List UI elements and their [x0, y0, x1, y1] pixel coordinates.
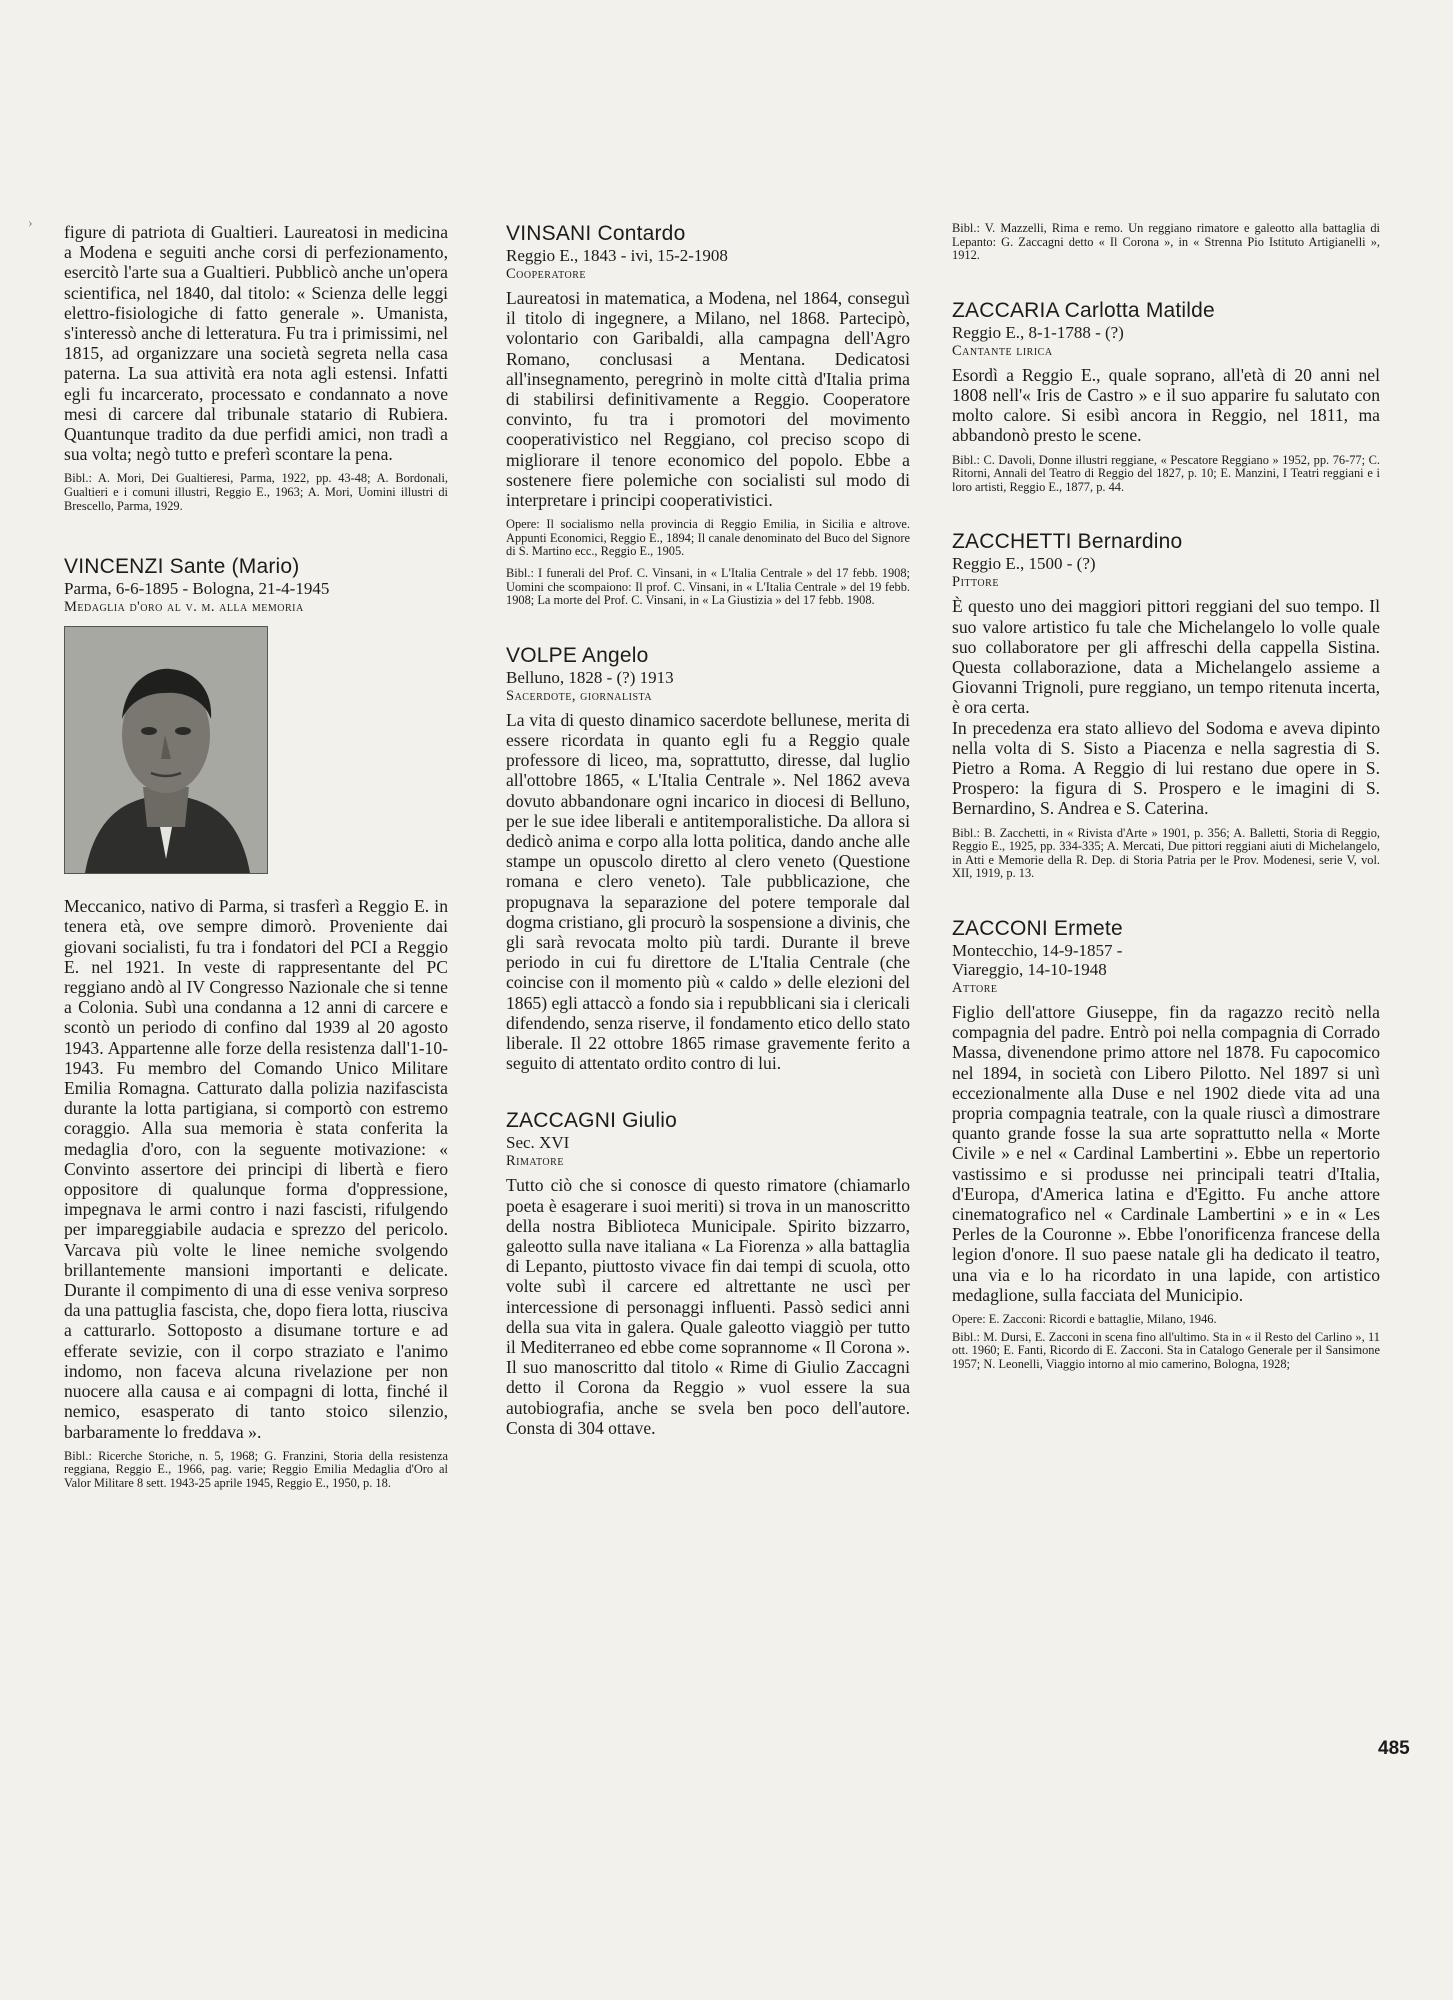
entry-dates-continued: Viareggio, 14-10-1948 — [952, 959, 1107, 979]
entry-profession: Sacerdote, giornalista — [506, 687, 653, 704]
entry-bibliography: Bibl.: C. Davoli, Donne illustri reggiane, « Pescatore Reggiano » 1952, pp. 76-77; C. Ritorni, Annali del Teatro di Reggio del 1827, p. 10; E. Manzini, I Teatri reggiani e i loro artisti, Reggio E., 1877, p. 44. — [952, 452, 1380, 494]
entry-text: Esordì a Reggio E., quale soprano, all'età di 20 anni nel 1808 nell'« Iris de Castro » e il suo apparire fu salutato con molto calore. Si esibì ancora in Reggio, nel 1811, ma abbandonò presto le scene. — [952, 364, 1380, 446]
entry-profession: Cantante lirica — [952, 342, 1053, 359]
entry-zaccagni — [506, 1109, 910, 1438]
portrait-photo-drawing — [65, 627, 267, 873]
portrait-photo — [64, 626, 268, 874]
entry-text: Meccanico, nativo di Parma, si trasferì a Reggio E. in tenera età, ove sempre dimorò. Proveniente dai giovani socialisti, fu tra i fondatori del PCI a Reggio E. nel 1921. In veste di rappresentante del PC reggiano andò al IV Congresso Nazionale che si tenne a Colonia. Subì una condanna a 12 anni di carcere e scontò un periodo di confino dal 1939 al 20 agosto 1943. Appartenne alle forze della resistenza dall'1-10-1943. Fu membro del Comando Unico Militare Emilia Romagna. Catturato dalla polizia nazifascista durante la lotta partigiana, si comportò con estremo coraggio. Alla sua memoria è stata conferita la medaglia d'oro, con la seguente motivazione: « Convinto assertore dei principi di libertà e fiero oppositore di qualunque forma d'oppressione, impegnava le armi contro i nazi fascisti, rifulgendo per impareggiabile audacia e sprezzo del pericolo. Varcava più volte le linee nemiche svolgendo brillantemente mansioni importanti e delicate. Durante il compimento di una di esse veniva sorpreso da una pattuglia fascista, che, dopo fiera lotta, riusciva a catturarlo. Sottoposto a disumane torture e ad efferate sevizie, con il corpo straziato e l'animo indomo, non faceva alcuna rivelazione per non nuocere alla causa e ai compagni di lotta, finché il nemico, esasperato di tanto stoico silenzio, barbaramente lo freddava ». — [64, 896, 448, 1442]
entry-bibliography: Bibl.: Ricerche Storiche, n. 5, 1968; G. Franzini, Storia della resistenza reggiana, Reggio E., 1966, pag. varie; Reggio Emilia Medaglia d'Oro al Valor Militare 8 sett. 1943-25 aprile 1945, Reggio E., 1950, p. 18. — [64, 1448, 448, 1490]
entry-name: ZACCONI Ermete — [952, 916, 1123, 940]
entry-text: È questo uno dei maggiori pittori reggiani del suo tempo. Il suo valore artistico fu tale che Michelangelo lo volle quale suo collaboratore per gli affreschi della cappella Sistina. Questa collaborazione, data a Michelangelo assieme a Giovanni Trignoli, pure reggiano, un tempo ritenuta incerta, è ora certa. — [952, 596, 1380, 718]
entry-profession: Medaglia d'oro al v. m. alla memoria — [64, 599, 304, 616]
entry-vinsani — [506, 222, 910, 608]
entry-profession: Pittore — [952, 574, 999, 591]
entry-dates: Reggio E., 8-1-1788 - (?) — [952, 322, 1124, 342]
entry-works: Opere: E. Zacconi: Ricordi e battaglie, Milano, 1946. — [952, 1312, 1217, 1327]
entry-dates: Montecchio, 14-9-1857 - — [952, 940, 1123, 960]
entry-name: ZACCARIA Carlotta Matilde — [952, 298, 1215, 322]
entry-dates: Parma, 6-6-1895 - Bologna, 21-4-1945 — [64, 579, 330, 599]
entry-zaccaria — [952, 299, 1380, 495]
column-right — [952, 222, 1380, 1371]
entry-text: La vita di questo dinamico sacerdote bellunese, merita di essere ricordata in quanto egli fu a Reggio quale professore di liceo, ma, soprattutto, diresse, dal luglio all'ottobre 1865, « L'Italia Centrale ». Nel 1862 aveva dovuto abbandonare ogni incarico in diocesi di Belluno, per le sue idee liberali e antitemporalistiche. Da allora si dedicò anima e corpo alla lotta politica, dando anche alle stampe un opuscolo diretto al clero veneto (Questione romana e clero veneto). Tale pubblicazione, che propugnava la separazione del potere temporale dal dogma cristiano, gli procurò la sospensione a divinis, che gli sarà revocata molto più tardi. Durante il breve periodo in cui fu direttore de L'Italia Centrale (che coincise con il momento più « caldo » delle elezioni del 1865) egli attaccò a fondo sia i repubblicani sia i clericali difendendo, senza riserve, il fondamento etico dello stato liberale. Il 22 ottobre 1865 rimase gravemente ferito a seguito di attentato ordito contro di lui. — [506, 709, 910, 1074]
entry-dates: Reggio E., 1843 - ivi, 15-2-1908 — [506, 246, 728, 265]
entry-bibliography: Bibl.: B. Zacchetti, in « Rivista d'Arte » 1901, p. 356; A. Balletti, Storia di Reggio, Reggio E., 1925, pp. 334-335; A. Mercati, Due pittori reggiani aiuti di Michelangelo, in Atti e Memorie della R. Dep. di Storia Patria per le Prov. Modenesi, serie V, vol. XII, 1919, p. 13. — [952, 825, 1380, 881]
entry-works: Opere: Il socialismo nella provincia di Reggio Emilia, in Sicilia e altrove. Appunti Economici, Reggio E., 1894; Il canale denominato del Buco del Signore di S. Martino ecc., Reggio E., 1905. — [506, 517, 910, 559]
column-left — [64, 222, 448, 1490]
entry-name: ZACCAGNI Giulio — [506, 1109, 678, 1133]
column-middle — [506, 222, 910, 1438]
entry-profession: Cooperatore — [506, 266, 586, 282]
entry-dates: Reggio E., 1500 - (?) — [952, 554, 1096, 574]
entry-name: ZACCHETTI Bernardino — [952, 530, 1183, 554]
entry-profession: Attore — [952, 979, 998, 996]
entry-name: VINCENZI Sante (Mario) — [64, 555, 300, 579]
entry-name: VOLPE Angelo — [506, 643, 649, 667]
entry-text: Figlio dell'attore Giuseppe, fin da ragazzo recitò nella compagnia del padre. Entrò poi nella compagnia di Corrado Massa, divenendone primo attore nel 1878. Fu capocomico nel 1894, in società con Libero Pilotto. Nel 1897 si unì eccezionalmente alla Duse e nel 1902 diede vita ad una propria compagnia teatrale, con la quale riuscì a dimostrare quanto grande fosse la sua arte soprattutto nella « Morte Civile » e nel « Cardinal Lambertini ». Ebbe un repertorio vastissimo e si produsse nei principali teatri d'Italia, d'Europa, d'America latina e d'Egitto. Fu anche attore cinematografico nel « Cardinale Lambertini » e in « Les Perles de la Couronne ». Ebbe l'onorificenza francese della legion d'onore. Il suo paese natale gli ha dedicato il teatro, una via e lo ha ricordato in una lapide, con artistico medaglione, sulla facciata del Municipio. — [952, 1001, 1380, 1305]
margin-mark: › — [28, 216, 33, 231]
entry-bibliography: Bibl.: M. Dursi, E. Zacconi in scena fino all'ultimo. Sta in « il Resto del Carlino », 11 ott. 1960; E. Fanti, Ricordo di E. Zacconi. Sta in Catalogo Generale per il Sansimone 1957; N. Leonelli, Viaggio intorno al mio camerino, Bologna, 1928; — [952, 1329, 1380, 1371]
entry-text: Tutto ciò che si conosce di questo rimatore (chiamarlo poeta è esagerare i suoi meriti) si trova in un manoscritto della nostra Biblioteca Municipale. Spirito bizzarro, galeotto sulla nave italiana « La Fiorenza » alla battaglia di Lepanto, piuttosto vivace fin dai tempi di scuola, otto volte subì il carcere ed altrettante ne uscì per intercessione di personaggi influenti. Passò sedici anni della sua vita in galera. Quale galeotto viaggiò per tutto il Mediterraneo ed ebbe come soprannome « Il Corona ». Il suo manoscritto dal titolo « Rime di Giulio Zaccagni detto il Corona da Reggio » vuol essere la sua autobiografia, anche se svela ben poco dell'autore. Consta di 304 ottave. — [506, 1175, 910, 1438]
entry-profession: Rimatore — [506, 1153, 564, 1170]
entry-volpe — [506, 644, 910, 1074]
entry-continuation-bibliography: Bibl.: V. Mazzelli, Rima e remo. Un reggiano rimatore e galeotto alla battaglia di Lepanto: G. Zaccagni detto « Il Corona », in « Strenna Pio Istituto Artigianelli », 1912. — [952, 221, 1380, 263]
entry-vincenzi — [64, 555, 448, 1490]
entry-text: Laureatosi in matematica, a Modena, nel 1864, conseguì il titolo di ingegnere, a Milano, nel 1868. Partecipò, volontario con Garibaldi, alla campagna dell'Agro Romano, conclusasi a Mentana. Dedicatosi all'insegnamento, peregrinò in molte città d'Italia prima di stabilirsi definitivamente a Reggio. Cooperatore convinto, fu tra i promotori del movimento cooperativistico nel Reggiano, col preciso scopo di migliorare il tenore economico del popolo. Ebbe a sostenere fiere polemiche con socialisti sul modo di interpretare i principi cooperativistici. — [506, 288, 910, 511]
entry-zacchetti — [952, 530, 1380, 881]
entry-text-continued: In precedenza era stato allievo del Sodoma e aveva dipinto nella volta di S. Sisto a Piacenza e nella sagrestia di S. Pietro a Roma. A Reggio di lui restano due opere in S. Prospero: la figura di S. Prospero e le imagini di S. Bernardino, S. Andrea e S. Caterina. — [952, 717, 1380, 819]
entry-bibliography: Bibl.: I funerali del Prof. C. Vinsani, in « L'Italia Centrale » del 17 febb. 1908; Uomini che scompaiono: Il prof. C. Vinsani, in « L'Italia Centrale » del 19 febb. 1908; La morte del Prof. C. Vinsani, in « La Giustizia » del 17 febb. 1908. — [506, 566, 910, 608]
entry-name: VINSANI Contardo — [506, 222, 686, 245]
entry-zacconi — [952, 917, 1380, 1371]
entry-continuation-text: figure di patriota di Gualtieri. Laureatosi in medicina a Modena e seguiti anche corsi di perfezionamento, esercitò l'arte sua a Gualtieri. Pubblicò anche un'opera scientifica, nel 1840, dal titolo: « Scienza delle leggi elettro-fisiologiche di fatto generale ». Umanista, s'interessò anche di letteratura. Fu tra i primissimi, nel 1815, ad organizzare una società segreta nella casa paterna. La sua attività era nota agli estensi. Infatti egli fu incarcerato, processato e condannato a nove mesi di carcere dal tribunale statario di Rubiera. Quantunque tradito da due perfidi amici, non tradì a sua volta; negò tutto e preferì scontare la pena. — [64, 222, 448, 465]
entry-dates: Sec. XVI — [506, 1133, 570, 1153]
entry-dates: Belluno, 1828 - (?) 1913 — [506, 667, 674, 687]
page-number: 485 — [1378, 1738, 1410, 1759]
entry-continuation-bibliography: Bibl.: A. Mori, Dei Gualtieresi, Parma, 1922, pp. 43-48; A. Bordonali, Gualtieri e i comuni illustri, Reggio E., 1963; A. Mori, Uomini illustri di Brescello, Parma, 1929. — [64, 471, 448, 513]
